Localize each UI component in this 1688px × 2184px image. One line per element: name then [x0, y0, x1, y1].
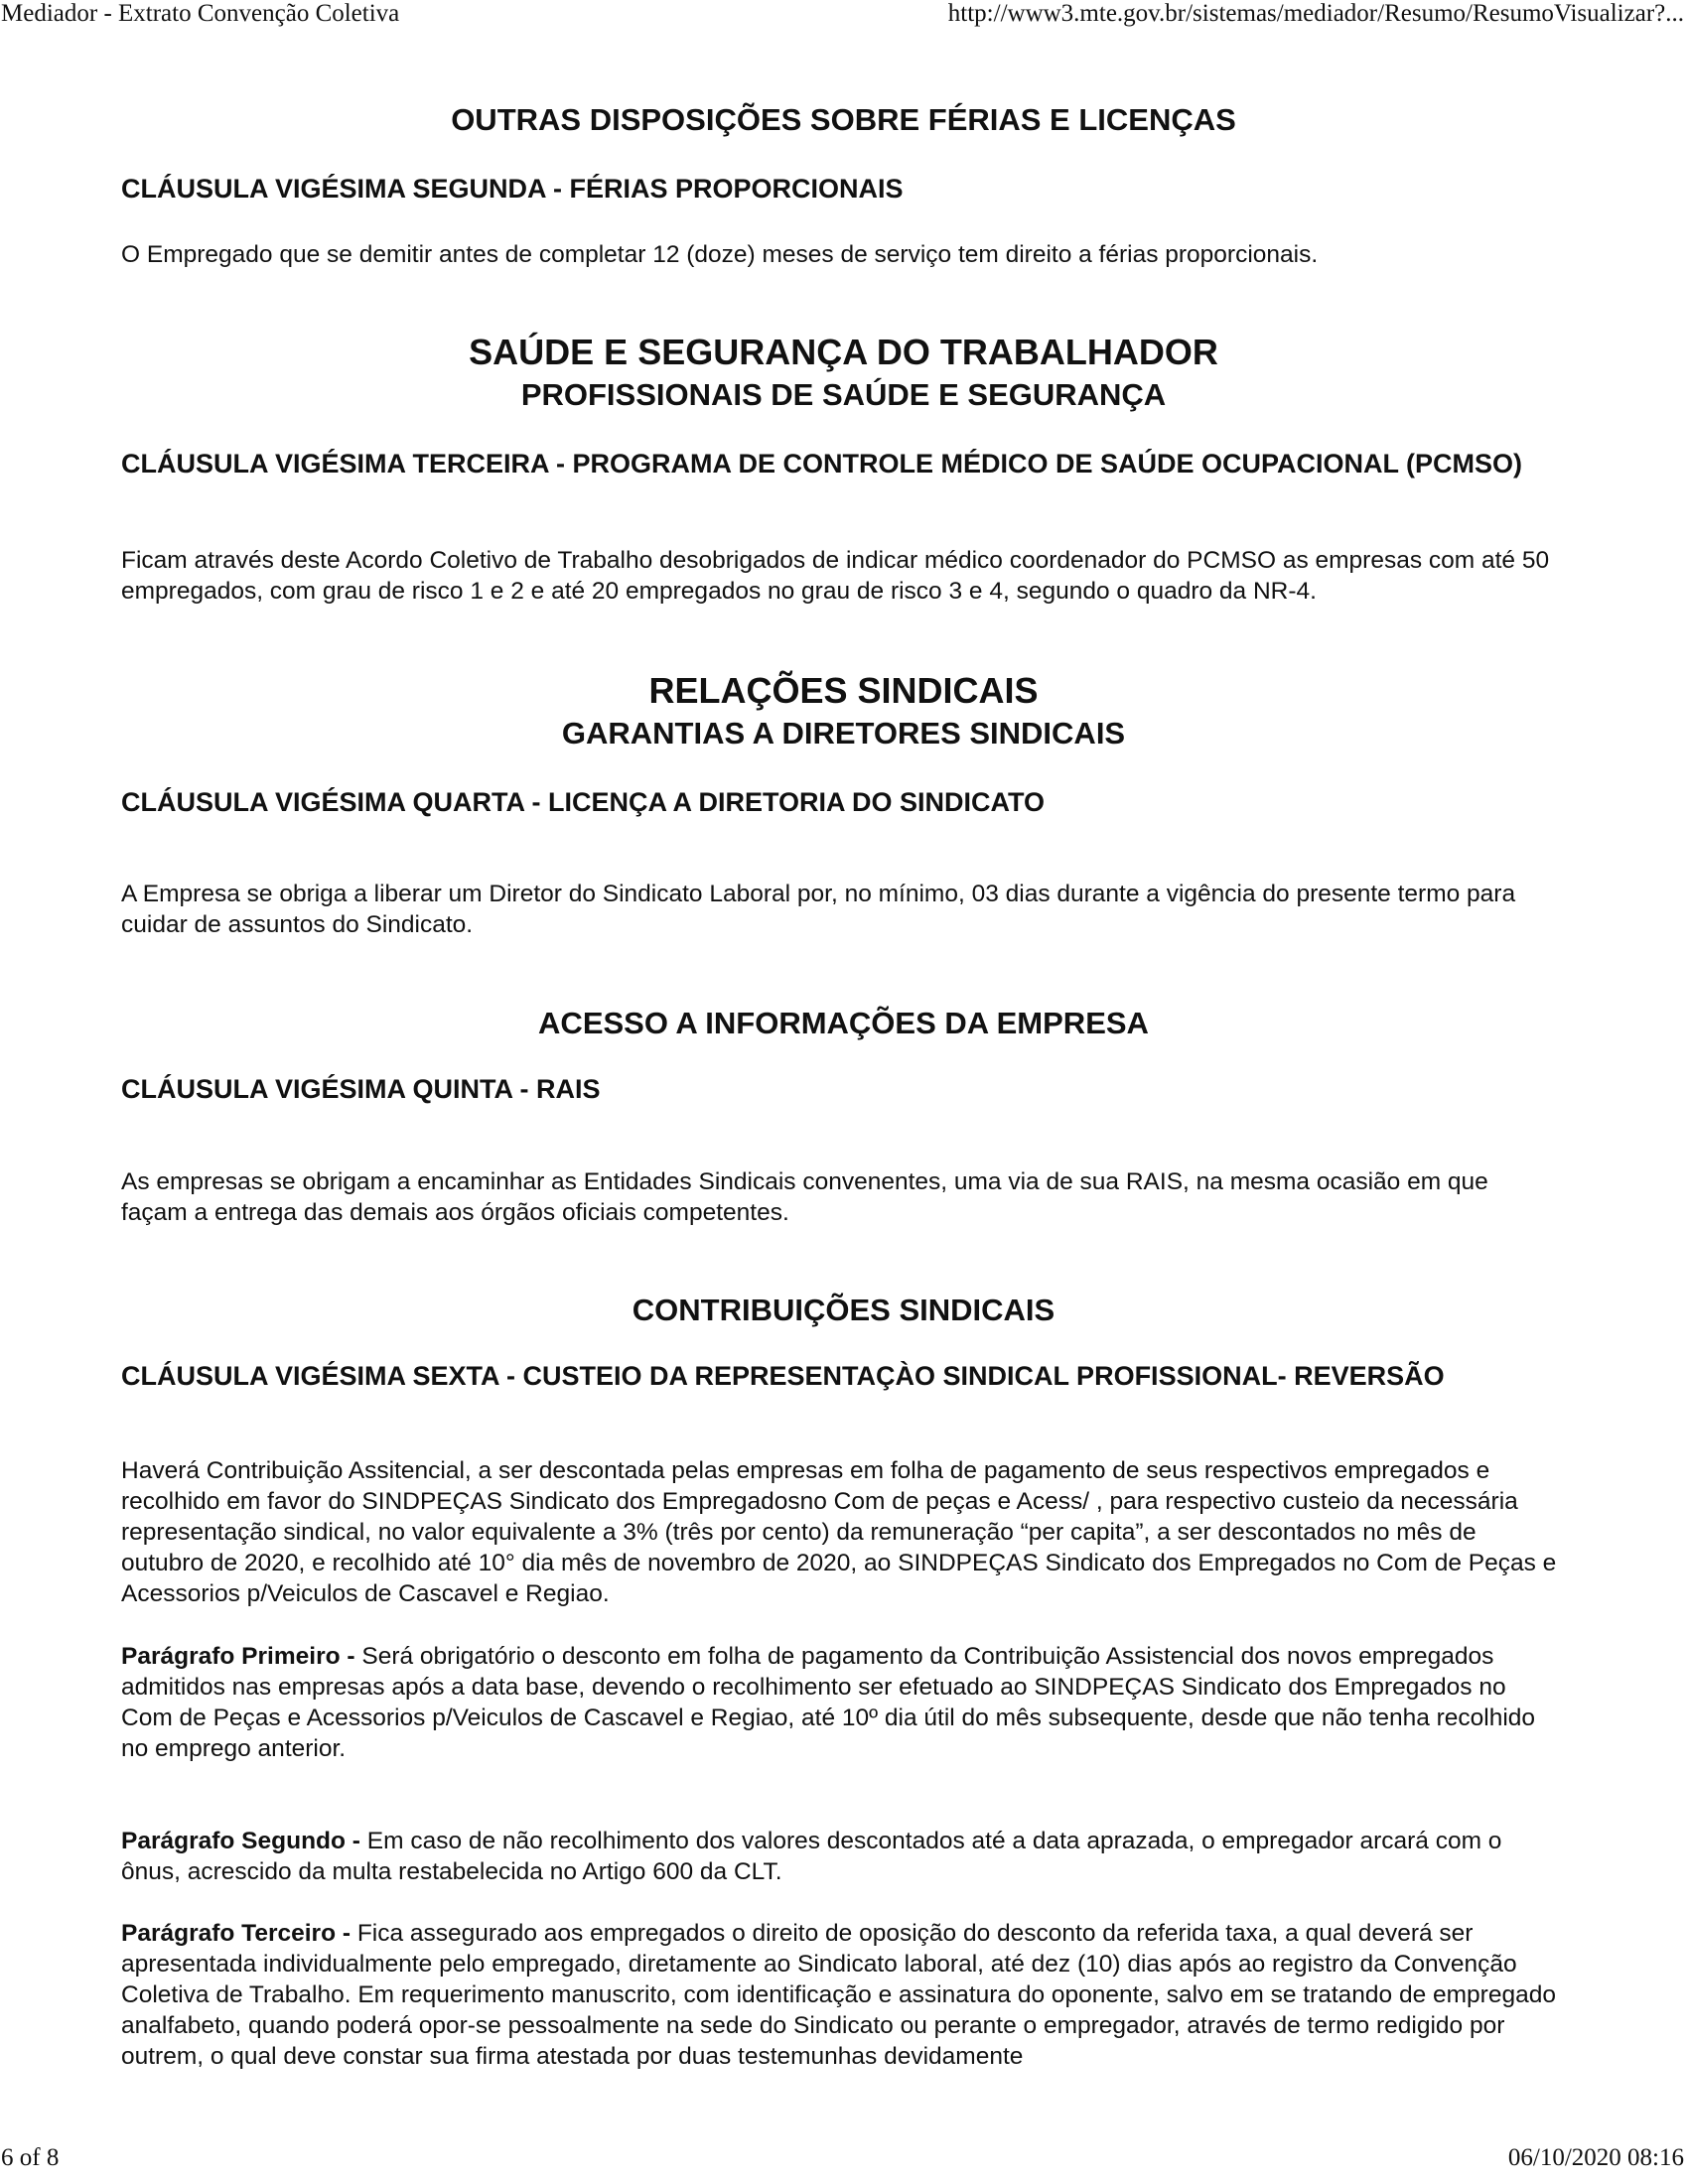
clause-23-text: Ficam através deste Acordo Coletivo de Trabalho desobrigados de indicar médico coordenador do PCMSO as empresas com até 50 empregados, com grau de risco 1 e 2 e até 20 empregados no grau de risco 3 e 4, segundo o quadro da NR-4. — [121, 547, 1550, 605]
clause-24-title: CLÁUSULA VIGÉSIMA QUARTA - LICENÇA A DIRETORIA DO SINDICATO — [121, 787, 1045, 817]
subsection-heading-garantias: GARANTIAS A DIRETORES SINDICAIS — [561, 716, 1126, 751]
paragraph-segundo — [121, 1826, 1561, 1887]
page-number: 6 of 8 — [1, 2144, 60, 2171]
print-datetime: 06/10/2020 08:16 — [1507, 2144, 1684, 2171]
section-heading-acesso: ACESSO A INFORMAÇÕES DA EMPRESA — [538, 1006, 1149, 1040]
paragraph-terceiro-text: Fica assegurado aos empregados o direito de oposição do desconto da referida taxa, a qual deverá ser apresentada individualmente pelo empregado, diretamente ao Sindicato laboral, até dez (10) dias após ao registro da Convenção Coletiva de Trabalho. Em requerimento manuscrito, com identificação e assinatura do oponente, salvo em se tratando de empregado analfabeto, quando poderá opor-se pessoalmente na sede do Sindicato ou perante o empregador, através de termo redigido por outrem, o qual deve constar sua firma atestada por duas testemunhas devidamente — [121, 1920, 1556, 2070]
paragraph-segundo-label: Parágrafo Segundo - — [121, 1828, 360, 1854]
section-heading-contribuicoes: CONTRIBUIÇÕES SINDICAIS — [632, 1293, 1055, 1327]
paragraph-primeiro-text: Será obrigatório o desconto em folha de pagamento da Contribuição Assistencial dos novos empregados admitidos nas empresas após a data base, devendo o recolhimento ser efetuado ao SINDPEÇAS Sindicato dos Empregados no Com de Peças e Acessorios p/Veiculos de Cascavel e Regiao, até 10º dia útil do mês subsequente, desde que não tenha recolhido no emprego anterior. — [121, 1643, 1536, 1762]
clause-22-title: CLÁUSULA VIGÉSIMA SEGUNDA - FÉRIAS PROPORCIONAIS — [121, 174, 904, 204]
document-title: Mediador - Extrato Convenção Coletiva — [1, 0, 400, 27]
clause-26-title: CLÁUSULA VIGÉSIMA SEXTA - CUSTEIO DA REPRESENTAÇÀO SINDICAL PROFISSIONAL- REVERSÃO — [121, 1361, 1445, 1391]
paragraph-primeiro-label: Parágrafo Primeiro - — [121, 1643, 355, 1670]
clause-26-text: Haverá Contribuição Assitencial, a ser descontada pelas empresas em folha de pagamento de seus respectivos empregados e recolhido em favor do SINDPEÇAS Sindicato dos Empregadosno Com de peças e Acess/ , para respectivo custeio da necessária representação sindical, no valor equivalente a 3% (três por cento) da remuneração “per capita”, a ser descontados no mês de outubro de 2020, e recolhido até 10° dia mês de novembro de 2020, ao SINDPEÇAS Sindicato dos Empregados no Com de Peças e Acessorios p/Veiculos de Cascavel e Regiao. — [121, 1457, 1557, 1607]
clause-22-text: O Empregado que se demitir antes de completar 12 (doze) meses de serviço tem direito a férias proporcionais. — [121, 241, 1319, 268]
page-header — [0, 0, 1688, 34]
paragraph-terceiro-label: Parágrafo Terceiro - — [121, 1920, 352, 1947]
paragraph-segundo-text: Em caso de não recolhimento dos valores descontados até a data aprazada, o empregador arcará com o ônus, acrescido da multa restabelecida no Artigo 600 da CLT. — [121, 1828, 1502, 1885]
clause-23-title: CLÁUSULA VIGÉSIMA TERCEIRA - PROGRAMA DE CONTROLE MÉDICO DE SAÚDE OCUPACIONAL (PCMSO) — [121, 449, 1523, 478]
paragraph-terceiro — [121, 1918, 1561, 2072]
section-heading-sindicais: RELAÇÕES SINDICAIS — [648, 670, 1039, 711]
clause-24-text: A Empresa se obriga a liberar um Diretor do Sindicato Laboral por, no mínimo, 03 dias durante a vigência do presente termo para cuidar de assuntos do Sindicato. — [121, 881, 1516, 938]
section-heading-saude: SAÚDE E SEGURANÇA DO TRABALHADOR — [469, 332, 1218, 372]
section-heading-ferias: OUTRAS DISPOSIÇÕES SOBRE FÉRIAS E LICENÇAS — [451, 102, 1236, 137]
clause-25-text: As empresas se obrigam a encaminhar as Entidades Sindicais convenentes, uma via de sua RAIS, na mesma ocasião em que façam a entrega das demais aos órgãos oficiais competentes. — [121, 1168, 1488, 1226]
clause-25-title: CLÁUSULA VIGÉSIMA QUINTA - RAIS — [121, 1074, 601, 1104]
page-footer — [0, 2144, 1688, 2178]
paragraph-primeiro — [121, 1641, 1561, 1764]
subsection-heading-profissionais: PROFISSIONAIS DE SAÚDE E SEGURANÇA — [520, 377, 1167, 412]
page-url: http://www3.mte.gov.br/sistemas/mediador/Resumo/ResumoVisualizar?... — [947, 0, 1684, 27]
